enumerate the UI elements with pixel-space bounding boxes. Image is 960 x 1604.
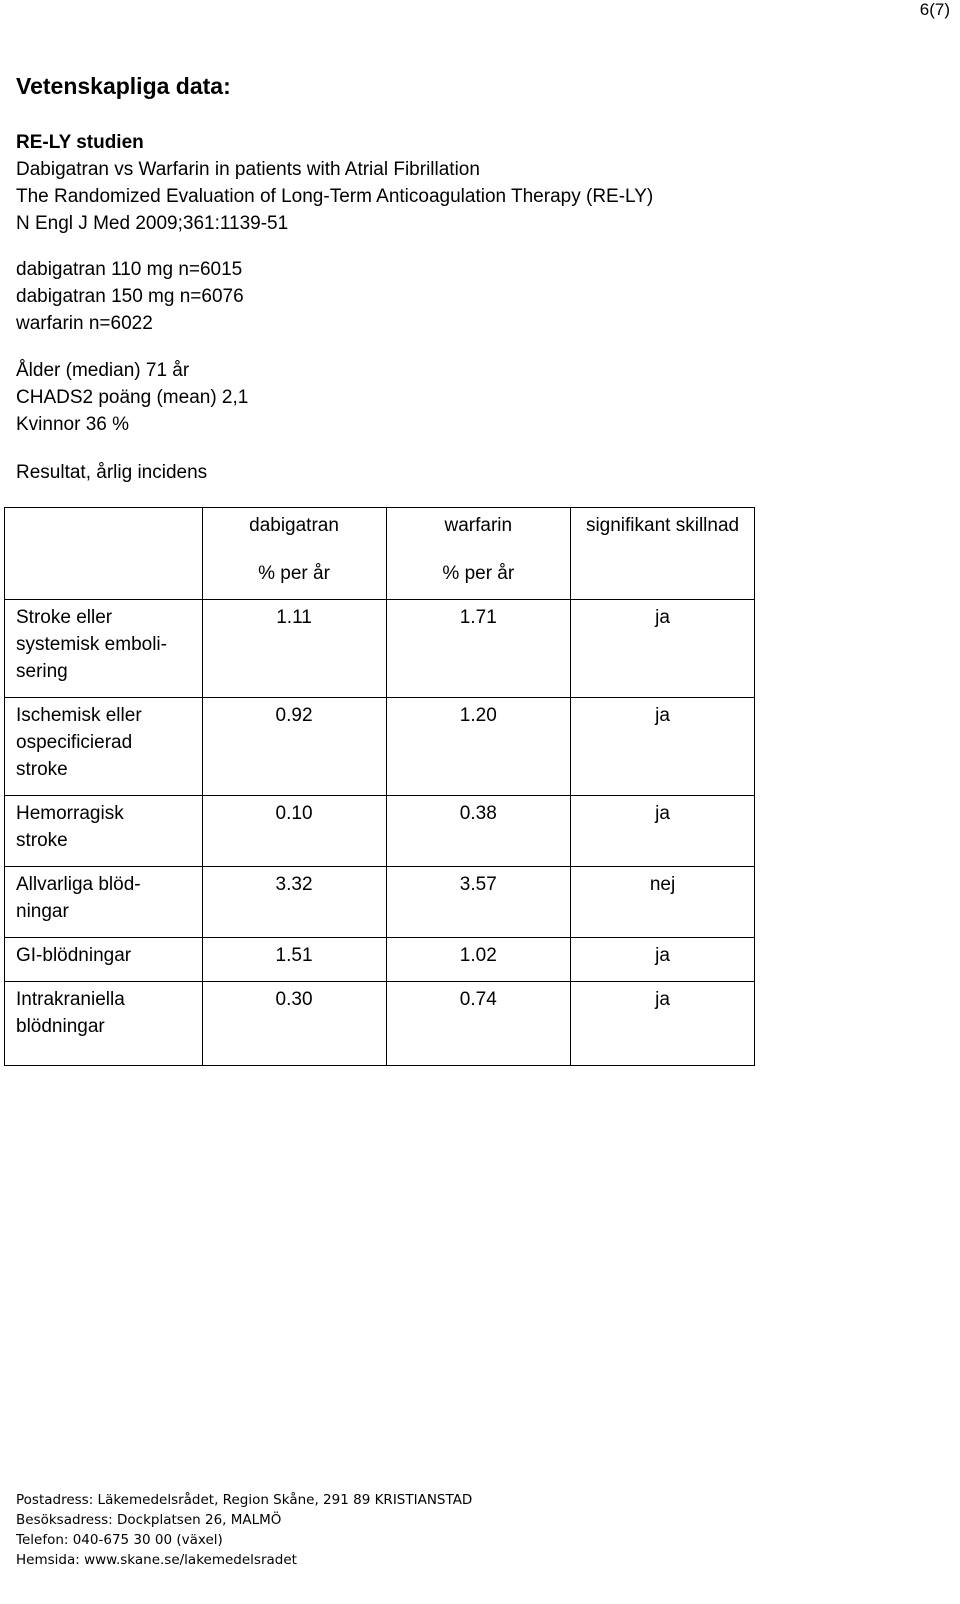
header-warfarin-label: warfarin — [444, 515, 513, 536]
cell-significant: ja — [571, 796, 755, 867]
results-table — [4, 507, 755, 1066]
footer — [16, 1490, 472, 1570]
row-label: Hemorragisk stroke — [5, 796, 203, 867]
cell-warfarin: 0.38 — [386, 796, 571, 867]
table-row — [5, 867, 755, 938]
page-heading: Vetenskapliga data: — [16, 73, 231, 99]
cell-significant: ja — [571, 698, 755, 796]
study-line: The Randomized Evaluation of Long-Term Anticoagulation Therapy (RE-LY) — [16, 186, 654, 207]
row-label: Stroke eller systemisk emboli- sering — [5, 600, 203, 698]
cell-warfarin: 3.57 — [386, 867, 571, 938]
group-line: dabigatran 110 mg n=6015 — [16, 259, 243, 280]
results-label — [16, 459, 207, 486]
results-label-text: Resultat, årlig incidens — [16, 462, 208, 483]
demographics — [16, 357, 248, 438]
footer-website: Hemsida: www.skane.se/lakemedelsradet — [16, 1552, 297, 1568]
group-line: dabigatran 150 mg n=6076 — [16, 286, 244, 307]
cell-dabigatran: 1.51 — [202, 938, 386, 982]
study-title: RE-LY studien — [16, 132, 144, 153]
page-number: 6(7) — [919, 0, 950, 19]
study-line: Dabigatran vs Warfarin in patients with Atrial Fibrillation — [16, 159, 480, 180]
header-warfarin — [386, 508, 571, 600]
study-info — [16, 129, 653, 237]
study-citation: N Engl J Med 2009;361:1139-51 — [16, 213, 289, 234]
cell-dabigatran: 0.92 — [202, 698, 386, 796]
row-label: Allvarliga blöd- ningar — [5, 867, 203, 938]
cell-dabigatran: 1.11 — [202, 600, 386, 698]
group-line: warfarin n=6022 — [16, 313, 153, 334]
cell-warfarin: 1.71 — [386, 600, 571, 698]
table-header-row — [5, 508, 755, 600]
cell-significant: ja — [571, 938, 755, 982]
table-row — [5, 938, 755, 982]
demographic-line: Ålder (median) 71 år — [16, 360, 190, 381]
row-label: GI-blödningar — [5, 938, 203, 982]
table-row — [5, 698, 755, 796]
cell-warfarin: 0.74 — [386, 982, 571, 1066]
header-dabigatran — [202, 508, 386, 600]
table-row — [5, 600, 755, 698]
header-dabigatran-unit: % per år — [258, 563, 330, 584]
table-row — [5, 796, 755, 867]
header-dabigatran-label: dabigatran — [249, 515, 339, 536]
header-warfarin-unit: % per år — [442, 563, 515, 584]
header-significant-label: signifikant skillnad — [585, 515, 740, 536]
demographic-line: Kvinnor 36 % — [16, 414, 130, 435]
cell-significant: nej — [571, 867, 755, 938]
footer-visiting-address: Besöksadress: Dockplatsen 26, MALMÖ — [16, 1512, 282, 1528]
treatment-groups — [16, 256, 244, 337]
cell-dabigatran: 0.10 — [202, 796, 386, 867]
row-label: Ischemisk eller ospecificierad stroke — [5, 698, 203, 796]
table-row — [5, 982, 755, 1066]
cell-significant: ja — [571, 982, 755, 1066]
header-significant — [571, 508, 755, 600]
cell-dabigatran: 3.32 — [202, 867, 386, 938]
cell-dabigatran: 0.30 — [202, 982, 386, 1066]
cell-warfarin: 1.20 — [386, 698, 571, 796]
footer-postal-address: Postadress: Läkemedelsrådet, Region Skåne, 291 89 KRISTIANSTAD — [16, 1492, 473, 1508]
row-label: Intrakraniella blödningar — [5, 982, 203, 1066]
footer-phone: Telefon: 040-675 30 00 (växel) — [16, 1532, 223, 1548]
demographic-line: CHADS2 poäng (mean) 2,1 — [16, 387, 249, 408]
cell-significant: ja — [571, 600, 755, 698]
header-empty-cell — [5, 508, 203, 600]
cell-warfarin: 1.02 — [386, 938, 571, 982]
